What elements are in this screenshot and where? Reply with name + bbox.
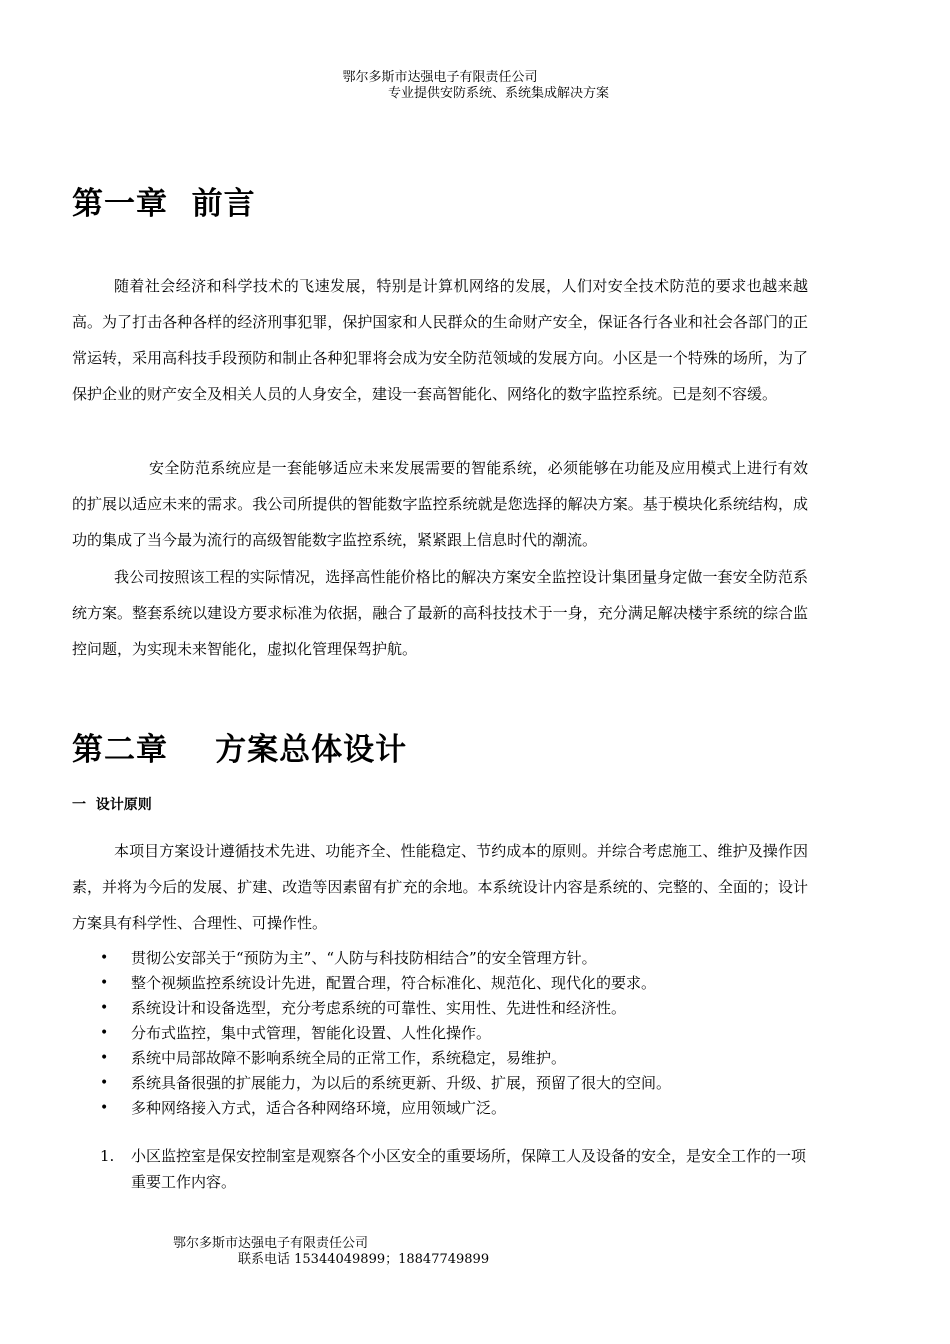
numbered-item-text: 小区监控室是保安控制室是观察各个小区安全的重要场所，保障工人及设备的安全，是安全工作的一项重要工作内容。 <box>131 1147 807 1191</box>
bullet-item <box>100 946 671 971</box>
footer-contact: 联系电话 15344049899；18847749899 <box>238 1252 490 1267</box>
bullet-text: 贯彻公安部关于“预防为主”、“人防与科技防相结合”的安全管理方针。 <box>131 949 597 967</box>
bullet-text: 整个视频监控系统设计先进，配置合理，符合标准化、规范化、现代化的要求。 <box>131 974 657 992</box>
numbered-item-number: 1. <box>100 1147 115 1165</box>
chapter-1-paragraph-1: 随着社会经济和科学技术的飞速发展，特别是计算机网络的发展，人们对安全技术防范的要求也越来越高。为了打击各种各样的经济刑事犯罪，保护国家和人民群众的生命财产安全，保证各行各业和社会各部门的正常运转，采用高科技手段预防和制止各种犯罪将会成为安全防范领域的发展方向。小区是一个特殊的场所，为了保护企业的财产安全及相关人员的人身安全，建设一套高智能化、网络化的数字监控系统。已是刻不容缓。 <box>72 277 808 403</box>
bullet-item <box>100 971 671 996</box>
bullet-icon: • <box>100 1075 109 1091</box>
bullet-item <box>100 1071 671 1096</box>
design-principles-bullet-list <box>100 946 671 1121</box>
bullet-text: 多种网络接入方式，适合各种网络环境，应用领域广泛。 <box>131 1099 507 1117</box>
bullet-icon: • <box>100 950 109 966</box>
bullet-text: 系统具备很强的扩展能力，为以后的系统更新、升级、扩展，预留了很大的空间。 <box>131 1074 672 1092</box>
numbered-item-1 <box>100 1143 808 1195</box>
bullet-icon: • <box>100 975 109 991</box>
header-company: 鄂尔多斯市达强电子有限责任公司 <box>342 70 538 85</box>
header-tagline: 专业提供安防系统、系统集成解决方案 <box>388 86 610 101</box>
bullet-icon: • <box>100 1000 109 1016</box>
bullet-icon: • <box>100 1100 109 1116</box>
bullet-item <box>100 1046 671 1071</box>
bullet-item <box>100 996 671 1021</box>
footer-company: 鄂尔多斯市达强电子有限责任公司 <box>173 1236 369 1251</box>
chapter-2-title: 第二章 方案总体设计 <box>72 732 408 768</box>
design-principles-intro: 本项目方案设计遵循技术先进、功能齐全、性能稳定、节约成本的原则。并综合考虑施工、维护及操作因素，并将为今后的发展、扩建、改造等因素留有扩充的余地。本系统设计内容是系统的、完整的、全面的；设计方案具有科学性、合理性、可操作性。 <box>72 842 808 932</box>
chapter-1-title: 第一章 前言 <box>72 186 256 222</box>
bullet-text: 系统中局部故障不影响系统全局的正常工作，系统稳定，易维护。 <box>131 1049 567 1067</box>
bullet-item <box>100 1021 671 1046</box>
bullet-text: 分布式监控，集中式管理，智能化设置、人性化操作。 <box>131 1024 492 1042</box>
bullet-icon: • <box>100 1025 109 1041</box>
bullet-item <box>100 1096 671 1121</box>
bullet-icon: • <box>100 1050 109 1066</box>
chapter-1-paragraph-3: 我公司按照该工程的实际情况，选择高性能价格比的解决方案安全监控设计集团量身定做一套安全防范系统方案。整套系统以建设方要求标准为依据，融合了最新的高科技技术于一身，充分满足解决楼宇系统的综合监控问题，为实现未来智能化，虚拟化管理保驾护航。 <box>72 568 808 658</box>
bullet-text: 系统设计和设备选型，充分考虑系统的可靠性、实用性、先进性和经济性。 <box>131 999 627 1017</box>
section-design-principles-title: 一 设计原则 <box>72 797 152 813</box>
chapter-1-paragraph-2: 安全防范系统应是一套能够适应未来发展需要的智能系统，必须能够在功能及应用模式上进行有效的扩展以适应未来的需求。我公司所提供的智能数字监控系统就是您选择的解决方案。基于模块化系统结构，成功的集成了当今最为流行的高级智能数字监控系统，紧紧跟上信息时代的潮流。 <box>72 459 808 549</box>
